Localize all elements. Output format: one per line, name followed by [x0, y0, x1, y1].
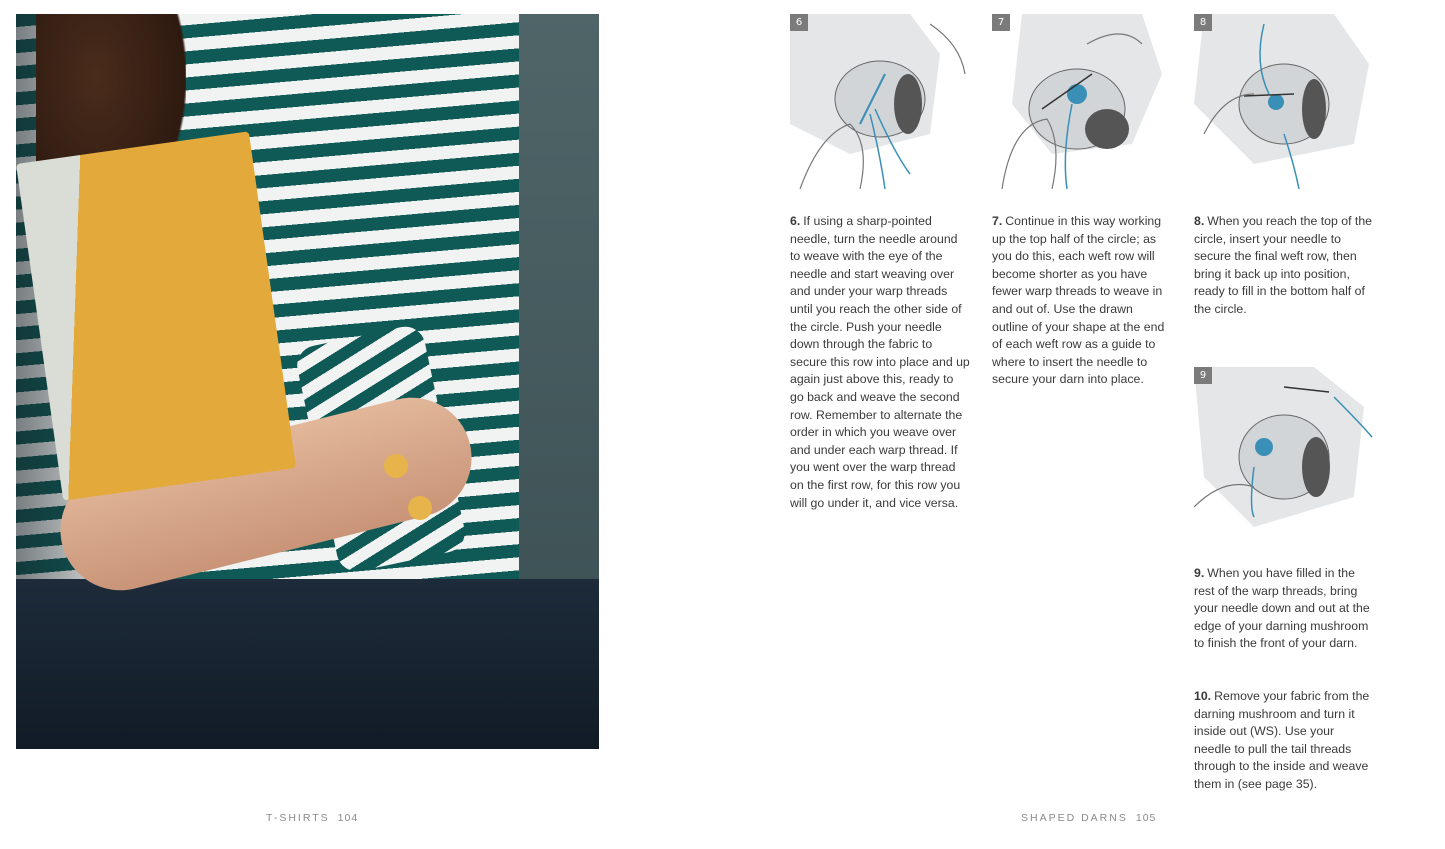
folio-right-label: SHAPED DARNS	[1021, 812, 1128, 824]
hand-needle-illustration	[1194, 367, 1374, 542]
step-10-number: 10.	[1194, 689, 1212, 703]
darn-patch-2	[408, 496, 432, 520]
step-badge-6: 6	[790, 14, 808, 31]
photo-jeans	[16, 579, 599, 749]
step-9-number: 9.	[1194, 566, 1205, 580]
step-8-text	[1194, 213, 1374, 319]
step-6-body: If using a sharp-pointed needle, turn the needle around to weave with the eye of the needle and start weaving over and under your warp threads until you reach the other side of the circle. Push your needle down through the fabric to secure this row into place and up again just above this, ready to go back and weave the second row. Remember to alternate the order in which you weave over and under each warp thread. If you went over the warp thread on the first row, for this row you will go under it, and vice versa.	[790, 214, 970, 510]
darn-patch-1	[384, 454, 408, 478]
step-10-body: Remove your fabric from the darning mushroom and turn it inside out (WS). Use your needle to pull the tail threads through to the inside and weave them in (see page 35).	[1194, 689, 1370, 791]
step-7-number: 7.	[992, 214, 1003, 228]
folio-left-number: 104	[337, 812, 359, 824]
step-8-body: When you reach the top of the circle, insert your needle to secure the final weft row, then bring it back up into position, ready to fill in the bottom half of the circle.	[1194, 214, 1373, 316]
step-badge-8: 8	[1194, 14, 1212, 31]
step-badge-9: 9	[1194, 367, 1212, 384]
hand-needle-illustration	[790, 14, 970, 189]
illustration-step-6	[790, 14, 970, 189]
step-10-text	[1194, 688, 1374, 794]
step-6-number: 6.	[790, 214, 801, 228]
folio-left-label: T-SHIRTS	[266, 812, 330, 824]
step-9-text	[1194, 565, 1374, 653]
photo-striped-tshirt	[16, 14, 599, 749]
hand-needle-illustration	[1194, 14, 1374, 189]
step-7-body: Continue in this way working up the top half of the circle; as you do this, each weft row will become shorter as you have fewer warp threads to weave in and out of. Use the drawn outline of your shape at the end of each weft row as a guide to where to insert the needle to secure your darn into place.	[992, 214, 1165, 387]
step-badge-7: 7	[992, 14, 1010, 31]
folio-right	[1021, 812, 1156, 824]
step-8-number: 8.	[1194, 214, 1205, 228]
illustration-step-8	[1194, 14, 1374, 189]
photo-book	[16, 131, 296, 500]
hand-needle-illustration	[992, 14, 1172, 189]
step-6-text	[790, 213, 970, 512]
folio-right-number: 105	[1135, 812, 1157, 824]
illustration-step-7	[992, 14, 1172, 189]
step-7-text	[992, 213, 1172, 389]
illustration-step-9	[1194, 367, 1374, 542]
folio-left	[266, 812, 358, 824]
step-9-body: When you have filled in the rest of the warp threads, bring your needle down and out at the edge of your darning mushroom to finish the front of your darn.	[1194, 566, 1370, 651]
